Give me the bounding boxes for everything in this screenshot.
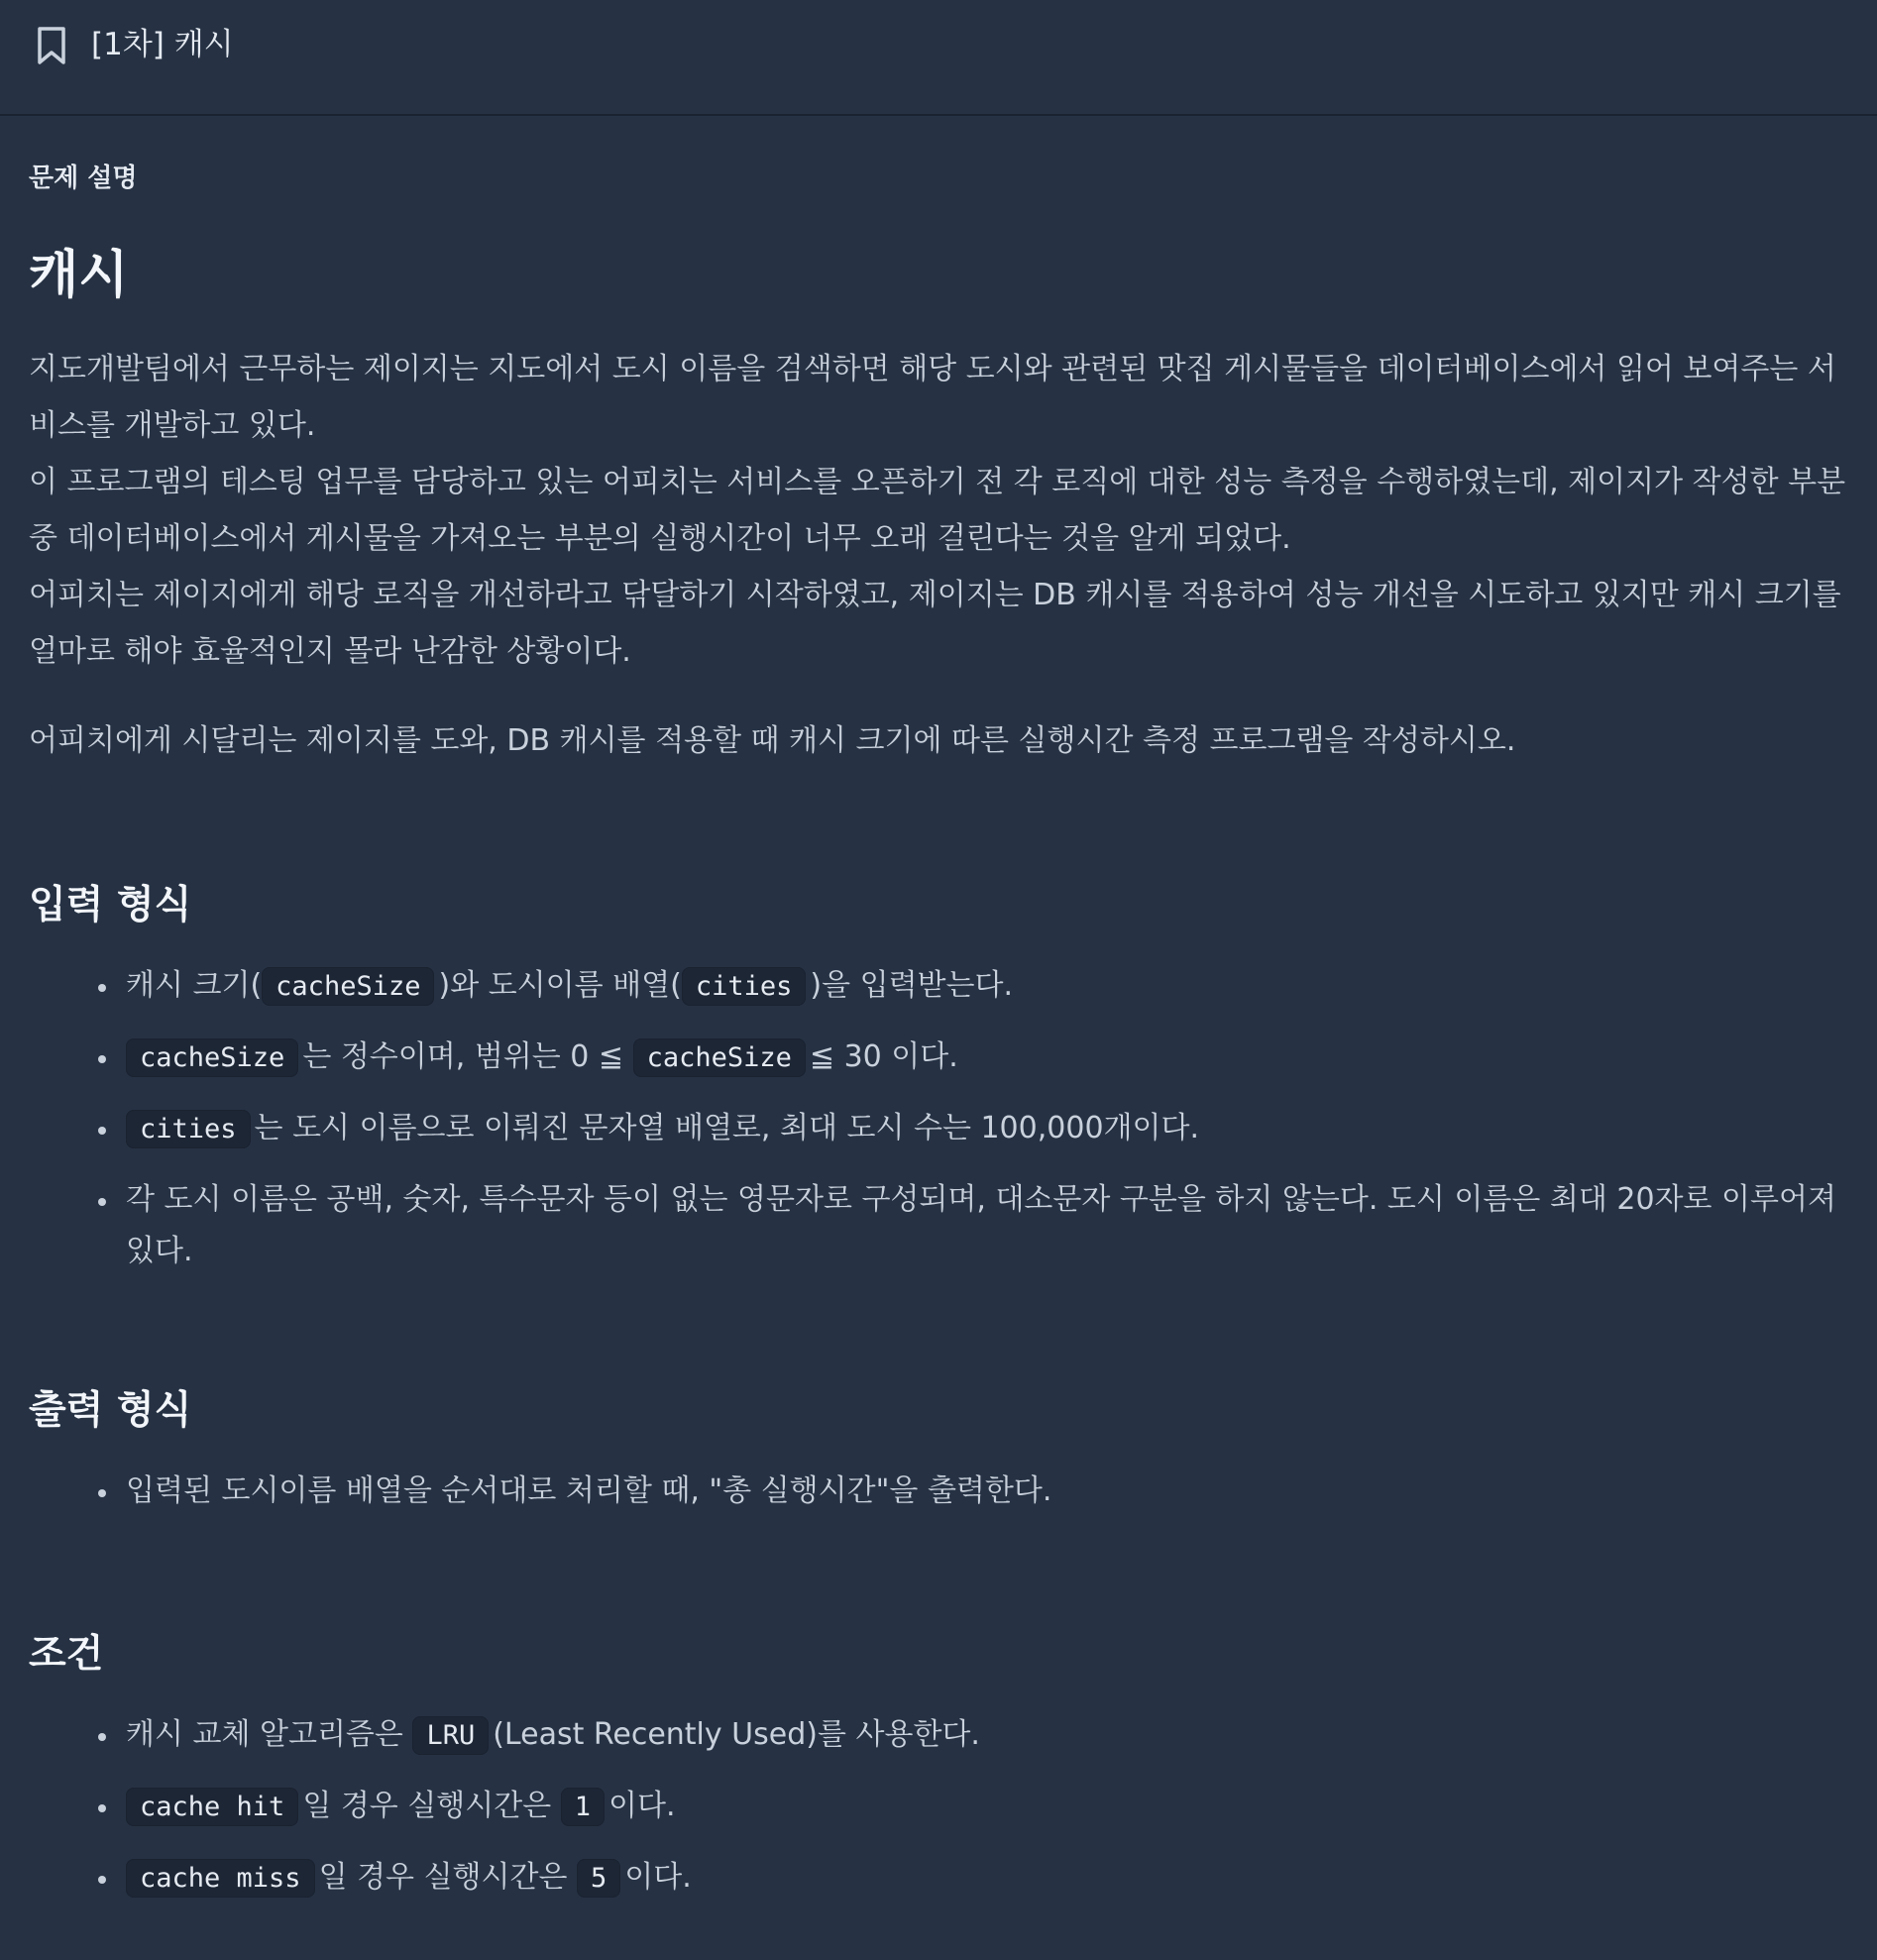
text: 는 도시 이름으로 이뤄진 문자열 배열로, 최대 도시 수는 100,000개이다. [254,1111,1200,1145]
inline-code: cities [126,1110,251,1148]
list-item [126,1103,1850,1155]
text-line: 비스를 개발하고 있다. [29,408,316,443]
problem-header [0,0,1877,116]
text: 일 경우 실행시간은 [318,1860,578,1895]
list-item [126,1174,1850,1277]
conditions-list [126,1709,1850,1923]
output-format-list [126,1466,1850,1536]
text: 각 도시 이름은 공백, 숫자, 특수문자 등이 없는 영문자로 구성되며, 대소문자 구분을 하지 않는다. 도시 이름은 최대 20자로 이루어져 [126,1182,1836,1217]
description-paragraph-2: 어피치에게 시달리는 제이지를 도와, DB 캐시를 적용할 때 캐시 크기에 따른 실행시간 측정 프로그램을 작성하시오. [29,723,1516,758]
text: 이다. [608,1789,676,1823]
input-format-heading: 입력 형식 [29,883,192,927]
section-label: 문제 설명 [29,163,138,193]
inline-code: cache miss [126,1859,315,1898]
text: )와 도시이름 배열( [438,968,682,1003]
list-item [126,1852,1850,1905]
bookmark-icon[interactable] [34,26,69,65]
inline-code: cacheSize [633,1038,806,1077]
text: ≦ 30 이다. [809,1039,958,1074]
inline-code: LRU [412,1716,489,1755]
inline-code: cacheSize [262,967,434,1006]
list-item [126,1709,1850,1762]
list-item: 입력된 도시이름 배열을 순서대로 처리할 때, "총 실행시간"을 출력한다. [126,1466,1850,1517]
text: (Least Recently Used)를 사용한다. [493,1717,980,1752]
text-line: 얼마로 해야 효율적인지 몰라 난감한 상황이다. [29,634,631,669]
text: 일 경우 실행시간은 [302,1789,561,1823]
inline-code: 5 [577,1859,620,1898]
text: 는 정수이며, 범위는 0 ≦ [302,1039,633,1074]
inline-code: cache hit [126,1788,298,1826]
conditions-heading: 조건 [29,1632,104,1677]
input-format-list [126,960,1850,1296]
text: 있다. [126,1234,193,1268]
text: 캐시 크기( [126,968,263,1003]
description-paragraph-1 [29,341,1847,680]
list-item [126,960,1850,1013]
problem-title: [1차] 캐시 [91,27,234,62]
text: 이다. [624,1860,692,1895]
page-title: 캐시 [29,246,129,305]
text: )을 입력받는다. [810,968,1014,1003]
inline-code: 1 [561,1788,605,1826]
output-format-heading: 출력 형식 [29,1388,192,1433]
text-line: 지도개발팀에서 근무하는 제이지는 지도에서 도시 이름을 검색하면 해당 도시와 관련된 맛집 게시물들을 데이터베이스에서 읽어 보여주는 서 [29,352,1836,386]
text-line: 이 프로그램의 테스팅 업무를 담당하고 있는 어피치는 서비스를 오픈하기 전 각 로직에 대한 성능 측정을 수행하였는데, 제이지가 작성한 부분 [29,465,1846,499]
list-item [126,1781,1850,1833]
inline-code: cacheSize [126,1038,298,1077]
text-line: 어피치는 제이지에게 해당 로직을 개선하라고 닦달하기 시작하였고, 제이지는 DB 캐시를 적용하여 성능 개선을 시도하고 있지만 캐시 크기를 [29,578,1841,612]
text: 캐시 교체 알고리즘은 [126,1717,413,1752]
list-item [126,1032,1850,1084]
text-line: 중 데이터베이스에서 게시물을 가져오는 부분의 실행시간이 너무 오래 걸린다는 것을 알게 되었다. [29,521,1291,556]
inline-code: cities [682,967,807,1006]
